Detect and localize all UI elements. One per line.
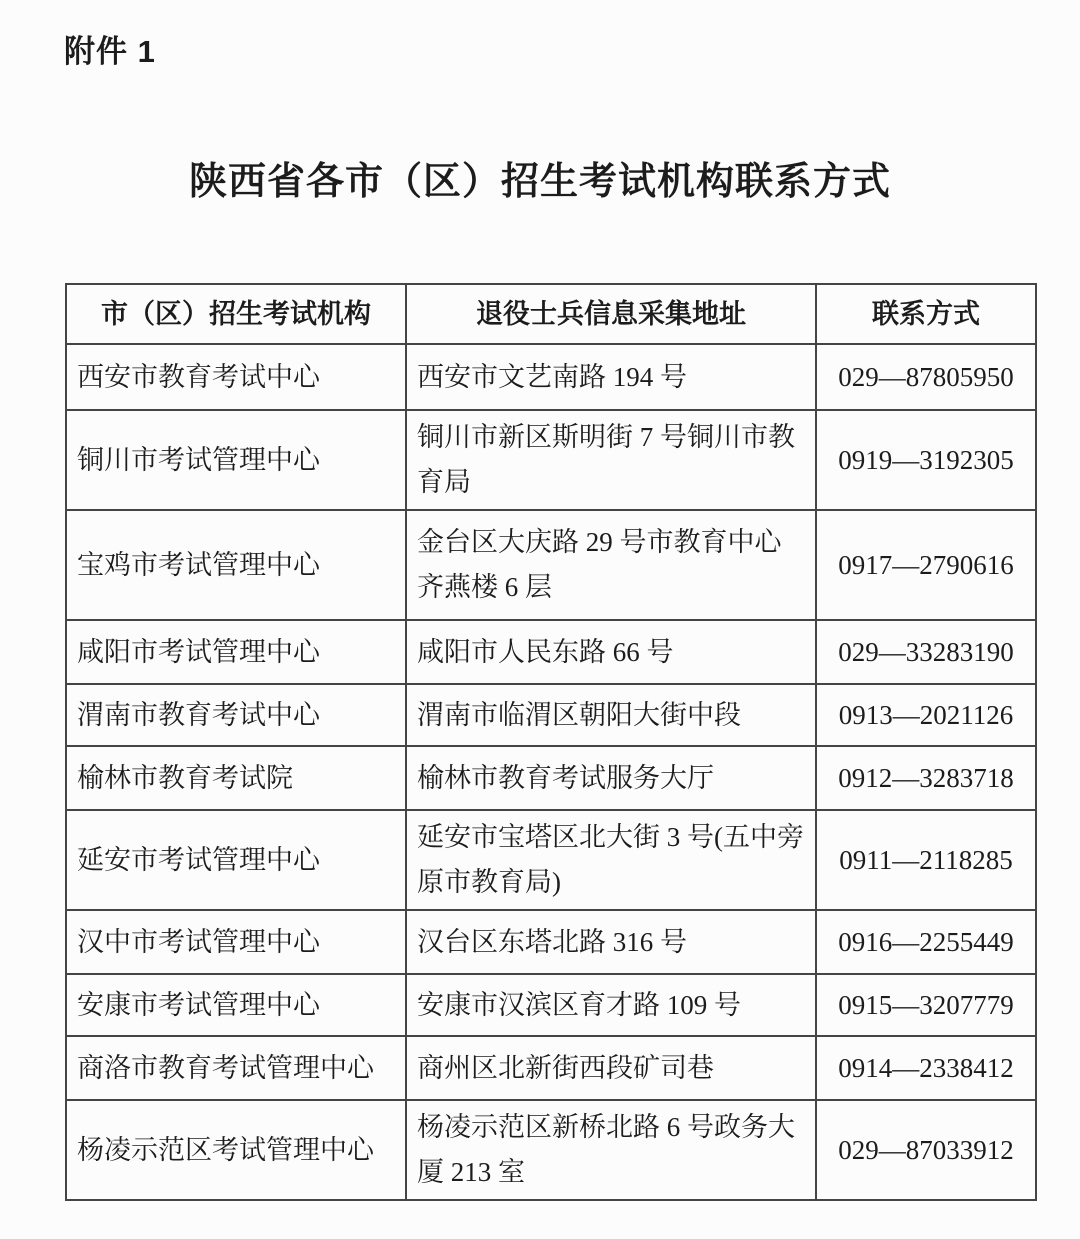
org-cell: 汉中市考试管理中心 bbox=[66, 910, 406, 974]
address-cell: 安康市汉滨区育才路 109 号 bbox=[406, 974, 816, 1036]
address-cell: 延安市宝塔区北大街 3 号(五中旁原市教育局) bbox=[406, 810, 816, 910]
address-cell: 榆林市教育考试服务大厅 bbox=[406, 746, 816, 810]
phone-cell: 029—87805950 bbox=[816, 344, 1036, 410]
phone-cell: 0912—3283718 bbox=[816, 746, 1036, 810]
org-cell: 延安市考试管理中心 bbox=[66, 810, 406, 910]
table-row bbox=[66, 410, 1036, 510]
address-cell: 铜川市新区斯明街 7 号铜川市教育局 bbox=[406, 410, 816, 510]
phone-cell: 029—33283190 bbox=[816, 620, 1036, 684]
phone-cell: 0915—3207779 bbox=[816, 974, 1036, 1036]
table-row bbox=[66, 620, 1036, 684]
table-row bbox=[66, 1100, 1036, 1200]
phone-cell: 0916—2255449 bbox=[816, 910, 1036, 974]
table-row bbox=[66, 810, 1036, 910]
phone-cell: 0919—3192305 bbox=[816, 410, 1036, 510]
org-cell: 渭南市教育考试中心 bbox=[66, 684, 406, 746]
org-cell: 咸阳市考试管理中心 bbox=[66, 620, 406, 684]
org-cell: 商洛市教育考试管理中心 bbox=[66, 1036, 406, 1100]
table-header-row bbox=[66, 284, 1036, 344]
address-cell: 汉台区东塔北路 316 号 bbox=[406, 910, 816, 974]
table-row bbox=[66, 910, 1036, 974]
phone-cell: 0911—2118285 bbox=[816, 810, 1036, 910]
phone-cell: 0917—2790616 bbox=[816, 510, 1036, 620]
org-cell: 铜川市考试管理中心 bbox=[66, 410, 406, 510]
table-row bbox=[66, 344, 1036, 410]
table-row bbox=[66, 974, 1036, 1036]
col-header-org: 市（区）招生考试机构 bbox=[66, 284, 406, 344]
address-cell: 西安市文艺南路 194 号 bbox=[406, 344, 816, 410]
col-header-address: 退役士兵信息采集地址 bbox=[406, 284, 816, 344]
org-cell: 杨凌示范区考试管理中心 bbox=[66, 1100, 406, 1200]
org-cell: 西安市教育考试中心 bbox=[66, 344, 406, 410]
phone-cell: 0914—2338412 bbox=[816, 1036, 1036, 1100]
table-row bbox=[66, 684, 1036, 746]
address-cell: 咸阳市人民东路 66 号 bbox=[406, 620, 816, 684]
address-cell: 商州区北新街西段矿司巷 bbox=[406, 1036, 816, 1100]
col-header-phone: 联系方式 bbox=[816, 284, 1036, 344]
org-cell: 安康市考试管理中心 bbox=[66, 974, 406, 1036]
page-title: 陕西省各市（区）招生考试机构联系方式 bbox=[188, 161, 891, 203]
address-cell: 渭南市临渭区朝阳大街中段 bbox=[406, 684, 816, 746]
table-row bbox=[66, 1036, 1036, 1100]
phone-cell: 029—87033912 bbox=[816, 1100, 1036, 1200]
attachment-label: 附件 1 bbox=[64, 34, 156, 69]
table-row bbox=[66, 510, 1036, 620]
address-cell: 金台区大庆路 29 号市教育中心齐燕楼 6 层 bbox=[406, 510, 816, 620]
phone-cell: 0913—2021126 bbox=[816, 684, 1036, 746]
contact-table bbox=[65, 283, 1037, 1201]
org-cell: 榆林市教育考试院 bbox=[66, 746, 406, 810]
table-row bbox=[66, 746, 1036, 810]
address-cell: 杨凌示范区新桥北路 6 号政务大厦 213 室 bbox=[406, 1100, 816, 1200]
org-cell: 宝鸡市考试管理中心 bbox=[66, 510, 406, 620]
